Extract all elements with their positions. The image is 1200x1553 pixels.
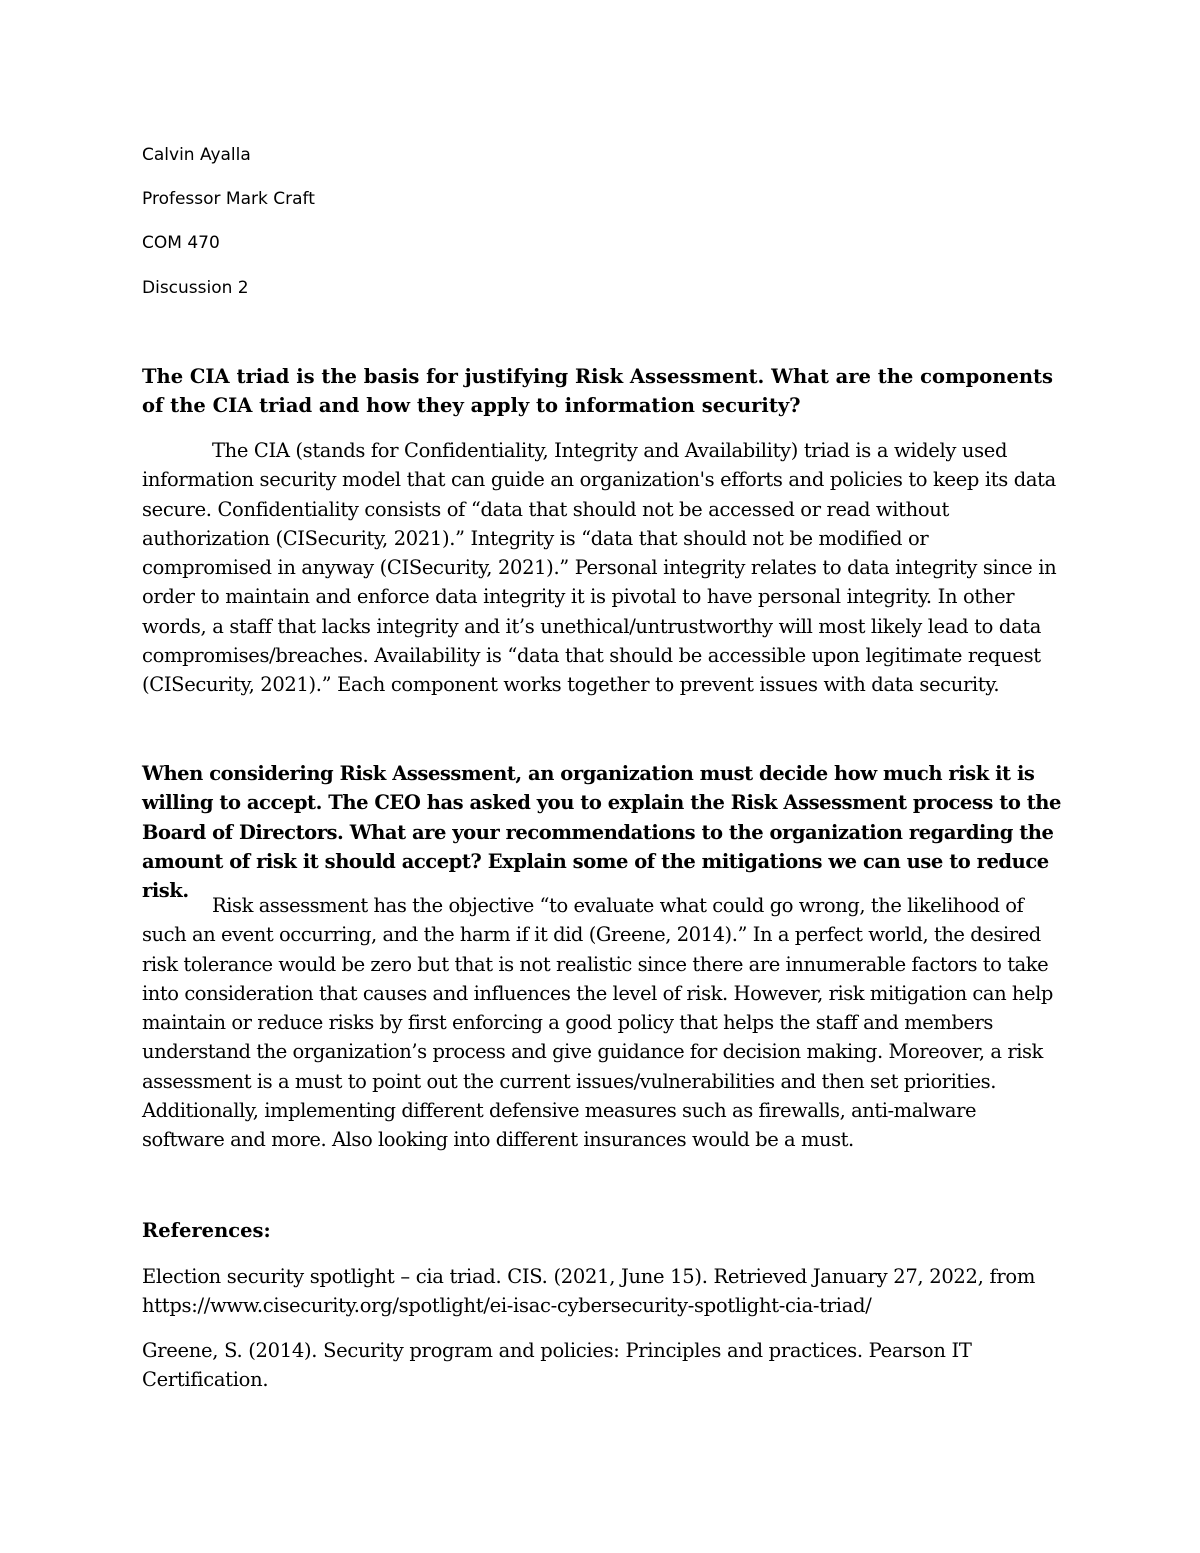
reference-item-2: Greene, S. (2014). Security program and policies: Principles and practices. Pearson IT Certification. xyxy=(142,1339,972,1392)
question-2: When considering Risk Assessment, an organization must decide how much risk it is willing to accept. The CEO has asked you to explain the Risk Assessment process to the Board of Directors. What are your recommendations to the organization regarding the amount of risk it should accept? Explain some of the mitigations we can use to reduce risk. xyxy=(142,762,1061,903)
assignment-title: Discussion 2 xyxy=(142,278,249,298)
references-heading: References: xyxy=(142,1219,271,1242)
answer-2: Risk assessment has the objective “to evaluate what could go wrong, the likelihood of such an event occurring, and the harm if it did (Greene, 2014).” In a perfect world, the desired risk tolerance would be zero but that is not realistic since there are innumerable factors to take into consideration that causes and influences the level of risk. However, risk mitigation can help maintain or reduce risks by first enforcing a good policy that helps the staff and members understand the organization’s process and give guidance for decision making. Moreover, a risk assessment is a must to point out the current issues/vulnerabilities and then set priorities. Additionally, implementing different defensive measures such as firewalls, anti-malware software and more. Also looking into different insurances would be a must. xyxy=(142,894,1053,1152)
question-1: The CIA triad is the basis for justifying Risk Assessment. What are the components of the CIA triad and how they apply to information security? xyxy=(142,365,1054,418)
reference-item-1: Election security spotlight – cia triad. CIS. (2021, June 15). Retrieved January 27, 2022, from https://www.cisecurity.org/spotlight/ei-isac-cybersecurity-spotlight-cia-triad/ xyxy=(142,1265,1036,1318)
course-code: COM 470 xyxy=(142,233,220,253)
answer-1: The CIA (stands for Confidentiality, Integrity and Availability) triad is a widely used information security model that can guide an organization's efforts and policies to keep its data secure. Confidentiality consists of “data that should not be accessed or read without authorization (CISecurity, 2021).” Integrity is “data that should not be modified or compromised in anyway (CISecurity, 2021).” Personal integrity relates to data integrity since in order to maintain and enforce data integrity it is pivotal to have personal integrity. In other words, a staff that lacks integrity and it’s unethical/untrustworthy will most likely lead to data compromises/breaches. Availability is “data that should be accessible upon legitimate request (CISecurity, 2021).” Each component works together to prevent issues with data security. xyxy=(142,439,1057,697)
author-name: Calvin Ayalla xyxy=(142,145,251,165)
professor-name: Professor Mark Craft xyxy=(142,189,315,209)
